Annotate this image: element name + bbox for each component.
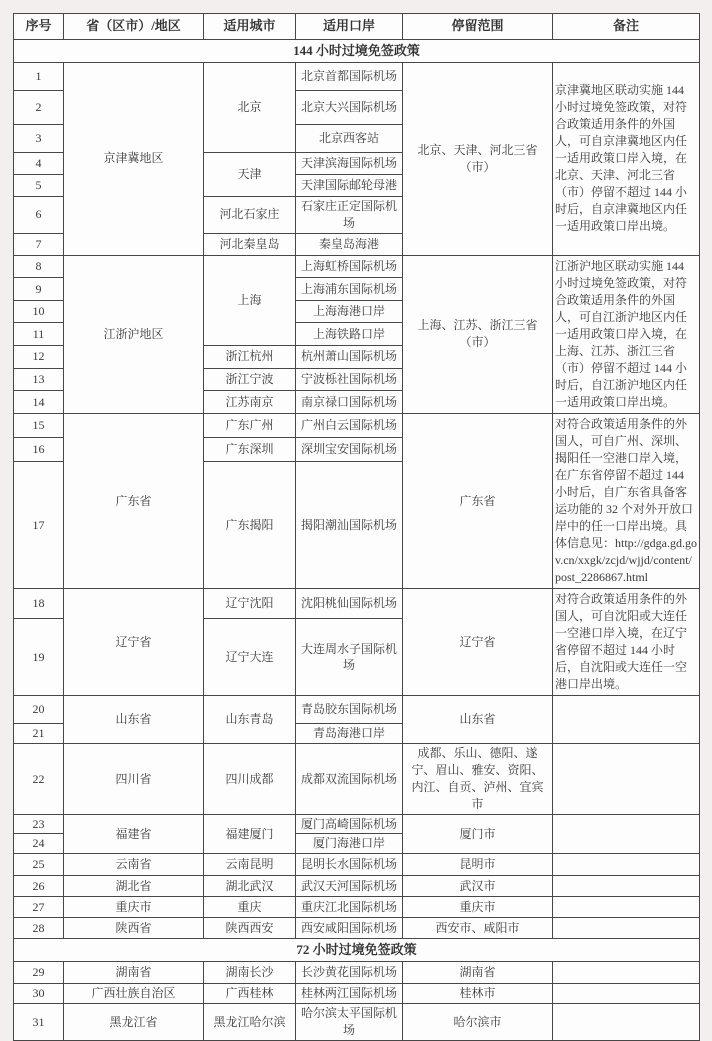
cell-city: 重庆	[204, 897, 296, 918]
cell-city: 江苏南京	[204, 391, 296, 414]
section-title-72h: 72 小时过境免签政策	[14, 939, 700, 962]
header-city: 适用城市	[204, 14, 296, 40]
cell-port: 石家庄正定国际机场	[296, 197, 403, 234]
cell-no: 22	[14, 744, 64, 814]
cell-port: 武汉天河国际机场	[296, 876, 403, 897]
cell-no: 17	[14, 462, 64, 589]
cell-region: 湖北省	[64, 876, 204, 897]
cell-port: 上海浦东国际机场	[296, 278, 403, 301]
cell-no: 9	[14, 278, 64, 301]
cell-port: 西安咸阳国际机场	[296, 918, 403, 939]
header-row	[14, 14, 700, 40]
cell-port: 南京禄口国际机场	[296, 391, 403, 414]
transit-visa-policy-table	[13, 13, 700, 1041]
cell-port: 厦门高崎国际机场	[296, 814, 403, 834]
cell-no: 5	[14, 175, 64, 197]
cell-port: 北京首都国际机场	[296, 63, 403, 91]
cell-port: 揭阳潮汕国际机场	[296, 462, 403, 589]
cell-port: 上海虹桥国际机场	[296, 255, 403, 278]
table-row	[14, 589, 700, 619]
cell-city: 广西桂林	[204, 984, 296, 1004]
cell-port: 昆明长水国际机场	[296, 854, 403, 876]
cell-no: 1	[14, 63, 64, 91]
section-title-144h: 144 小时过境免签政策	[14, 40, 700, 63]
cell-no: 19	[14, 619, 64, 696]
cell-no: 12	[14, 346, 64, 369]
cell-remark	[553, 814, 700, 854]
cell-port: 青岛海港口岸	[296, 724, 403, 744]
cell-no: 28	[14, 918, 64, 939]
cell-no: 15	[14, 413, 64, 437]
cell-port: 北京大兴国际机场	[296, 91, 403, 125]
table-row	[14, 876, 700, 897]
cell-region: 黑龙江省	[64, 1004, 204, 1041]
cell-region: 陕西省	[64, 918, 204, 939]
cell-region: 广东省	[64, 413, 204, 588]
cell-stay: 成都、乐山、德阳、遂宁、眉山、雅安、资阳、内江、自贡、泸州、宜宾市	[403, 744, 553, 814]
cell-region: 江浙沪地区	[64, 255, 204, 413]
header-remarks: 备注	[553, 14, 700, 40]
cell-port: 上海海港口岸	[296, 300, 403, 323]
table-row	[14, 1004, 700, 1041]
cell-city: 黑龙江哈尔滨	[204, 1004, 296, 1041]
cell-remark	[553, 918, 700, 939]
cell-region: 辽宁省	[64, 589, 204, 696]
cell-stay: 武汉市	[403, 876, 553, 897]
cell-port: 北京西客站	[296, 125, 403, 153]
table-row	[14, 413, 700, 437]
table-row	[14, 897, 700, 918]
header-no: 序号	[14, 14, 64, 40]
cell-port: 天津滨海国际机场	[296, 153, 403, 175]
cell-stay: 北京、天津、河北三省（市）	[403, 63, 553, 256]
table-row	[14, 63, 700, 91]
cell-no: 30	[14, 984, 64, 1004]
header-stay-range: 停留范围	[403, 14, 553, 40]
cell-remark	[553, 962, 700, 984]
cell-stay: 辽宁省	[403, 589, 553, 696]
cell-port: 上海铁路口岸	[296, 323, 403, 346]
cell-city: 天津	[204, 153, 296, 197]
cell-port: 天津国际邮轮母港	[296, 175, 403, 197]
cell-city: 浙江杭州	[204, 346, 296, 369]
cell-port: 重庆江北国际机场	[296, 897, 403, 918]
cell-no: 18	[14, 589, 64, 619]
cell-port: 广州白云国际机场	[296, 413, 403, 437]
cell-remark	[553, 696, 700, 744]
header-port: 适用口岸	[296, 14, 403, 40]
cell-city: 四川成都	[204, 744, 296, 814]
cell-no: 27	[14, 897, 64, 918]
cell-stay: 厦门市	[403, 814, 553, 854]
table-row	[14, 962, 700, 984]
table-row	[14, 814, 700, 834]
cell-no: 20	[14, 696, 64, 724]
cell-stay: 山东省	[403, 696, 553, 744]
cell-no: 7	[14, 233, 64, 255]
table-row	[14, 744, 700, 814]
cell-city: 湖南长沙	[204, 962, 296, 984]
cell-stay: 重庆市	[403, 897, 553, 918]
cell-no: 21	[14, 724, 64, 744]
document-page	[0, 13, 712, 1038]
cell-region: 四川省	[64, 744, 204, 814]
cell-no: 16	[14, 437, 64, 461]
cell-region: 云南省	[64, 854, 204, 876]
table-row	[14, 854, 700, 876]
cell-no: 25	[14, 854, 64, 876]
cell-stay: 桂林市	[403, 984, 553, 1004]
cell-remark: 对符合政策适用条件的外国人，可自沈阳或大连任一空港口岸入境，在辽宁省停留不超过 144 小时后，自沈阳或大连任一空港口岸出境。	[553, 589, 700, 696]
cell-port: 大连周水子国际机场	[296, 619, 403, 696]
cell-city: 北京	[204, 63, 296, 153]
table-row	[14, 984, 700, 1004]
cell-stay: 昆明市	[403, 854, 553, 876]
cell-remark: 对符合政策适用条件的外国人，可自广州、深圳、揭阳任一空港口岸入境，在广东省停留不超过 144 小时后，自广东省具备客运功能的 32 个对外开放口岸中的任一口岸出境。具体信息见：http://gdga.gd.gov.cn/xxgk/zcjd/wjjd/content/post_2286867.html	[553, 413, 700, 588]
cell-no: 24	[14, 834, 64, 854]
cell-remark: 江浙沪地区联动实施 144 小时过境免签政策，对符合政策适用条件的外国人，可自江浙沪地区内任一适用政策口岸入境，在上海、江苏、浙江三省（市）停留不超过 144 小时后，自江浙沪地区内任一适用政策口岸出境。	[553, 255, 700, 413]
cell-stay: 湖南省	[403, 962, 553, 984]
cell-no: 4	[14, 153, 64, 175]
table-row	[14, 255, 700, 278]
cell-remark	[553, 1004, 700, 1041]
cell-city: 云南昆明	[204, 854, 296, 876]
cell-city: 广东揭阳	[204, 462, 296, 589]
table-row	[14, 918, 700, 939]
cell-no: 29	[14, 962, 64, 984]
cell-region: 福建省	[64, 814, 204, 854]
cell-city: 浙江宁波	[204, 368, 296, 391]
cell-city: 河北石家庄	[204, 197, 296, 234]
cell-city: 河北秦皇岛	[204, 233, 296, 255]
cell-remark	[553, 854, 700, 876]
cell-no: 31	[14, 1004, 64, 1041]
cell-no: 26	[14, 876, 64, 897]
cell-port: 青岛胶东国际机场	[296, 696, 403, 724]
cell-port: 宁波栎社国际机场	[296, 368, 403, 391]
cell-port: 哈尔滨太平国际机场	[296, 1004, 403, 1041]
cell-no: 11	[14, 323, 64, 346]
cell-stay: 哈尔滨市	[403, 1004, 553, 1041]
cell-city: 上海	[204, 255, 296, 345]
table-row	[14, 696, 700, 724]
cell-stay: 西安市、咸阳市	[403, 918, 553, 939]
cell-no: 23	[14, 814, 64, 834]
cell-no: 13	[14, 368, 64, 391]
cell-no: 2	[14, 91, 64, 125]
cell-city: 广东广州	[204, 413, 296, 437]
cell-city: 山东青岛	[204, 696, 296, 744]
cell-port: 成都双流国际机场	[296, 744, 403, 814]
cell-region: 湖南省	[64, 962, 204, 984]
cell-no: 14	[14, 391, 64, 414]
cell-city: 广东深圳	[204, 437, 296, 461]
cell-remark	[553, 984, 700, 1004]
cell-port: 深圳宝安国际机场	[296, 437, 403, 461]
cell-city: 福建厦门	[204, 814, 296, 854]
cell-region: 广西壮族自治区	[64, 984, 204, 1004]
cell-city: 湖北武汉	[204, 876, 296, 897]
cell-region: 山东省	[64, 696, 204, 744]
cell-remark	[553, 876, 700, 897]
cell-no: 8	[14, 255, 64, 278]
cell-port: 厦门海港口岸	[296, 834, 403, 854]
cell-stay: 上海、江苏、浙江三省（市）	[403, 255, 553, 413]
cell-no: 10	[14, 300, 64, 323]
cell-city: 辽宁沈阳	[204, 589, 296, 619]
section-144h	[14, 40, 700, 63]
cell-remark	[553, 897, 700, 918]
cell-no: 3	[14, 125, 64, 153]
cell-city: 辽宁大连	[204, 619, 296, 696]
cell-port: 桂林两江国际机场	[296, 984, 403, 1004]
section-72h	[14, 939, 700, 962]
cell-stay: 广东省	[403, 413, 553, 588]
cell-port: 长沙黄花国际机场	[296, 962, 403, 984]
cell-remark	[553, 744, 700, 814]
cell-port: 秦皇岛海港	[296, 233, 403, 255]
cell-port: 杭州萧山国际机场	[296, 346, 403, 369]
cell-city: 陕西西安	[204, 918, 296, 939]
header-province: 省（区市）/地区	[64, 14, 204, 40]
cell-remark: 京津冀地区联动实施 144 小时过境免签政策，对符合政策适用条件的外国人，可自京津冀地区内任一适用政策口岸入境，在北京、天津、河北三省（市）停留不超过 144 小时后，自京津冀地区内任一适用政策口岸出境。	[553, 63, 700, 256]
cell-no: 6	[14, 197, 64, 234]
cell-port: 沈阳桃仙国际机场	[296, 589, 403, 619]
cell-region: 京津冀地区	[64, 63, 204, 256]
cell-region: 重庆市	[64, 897, 204, 918]
